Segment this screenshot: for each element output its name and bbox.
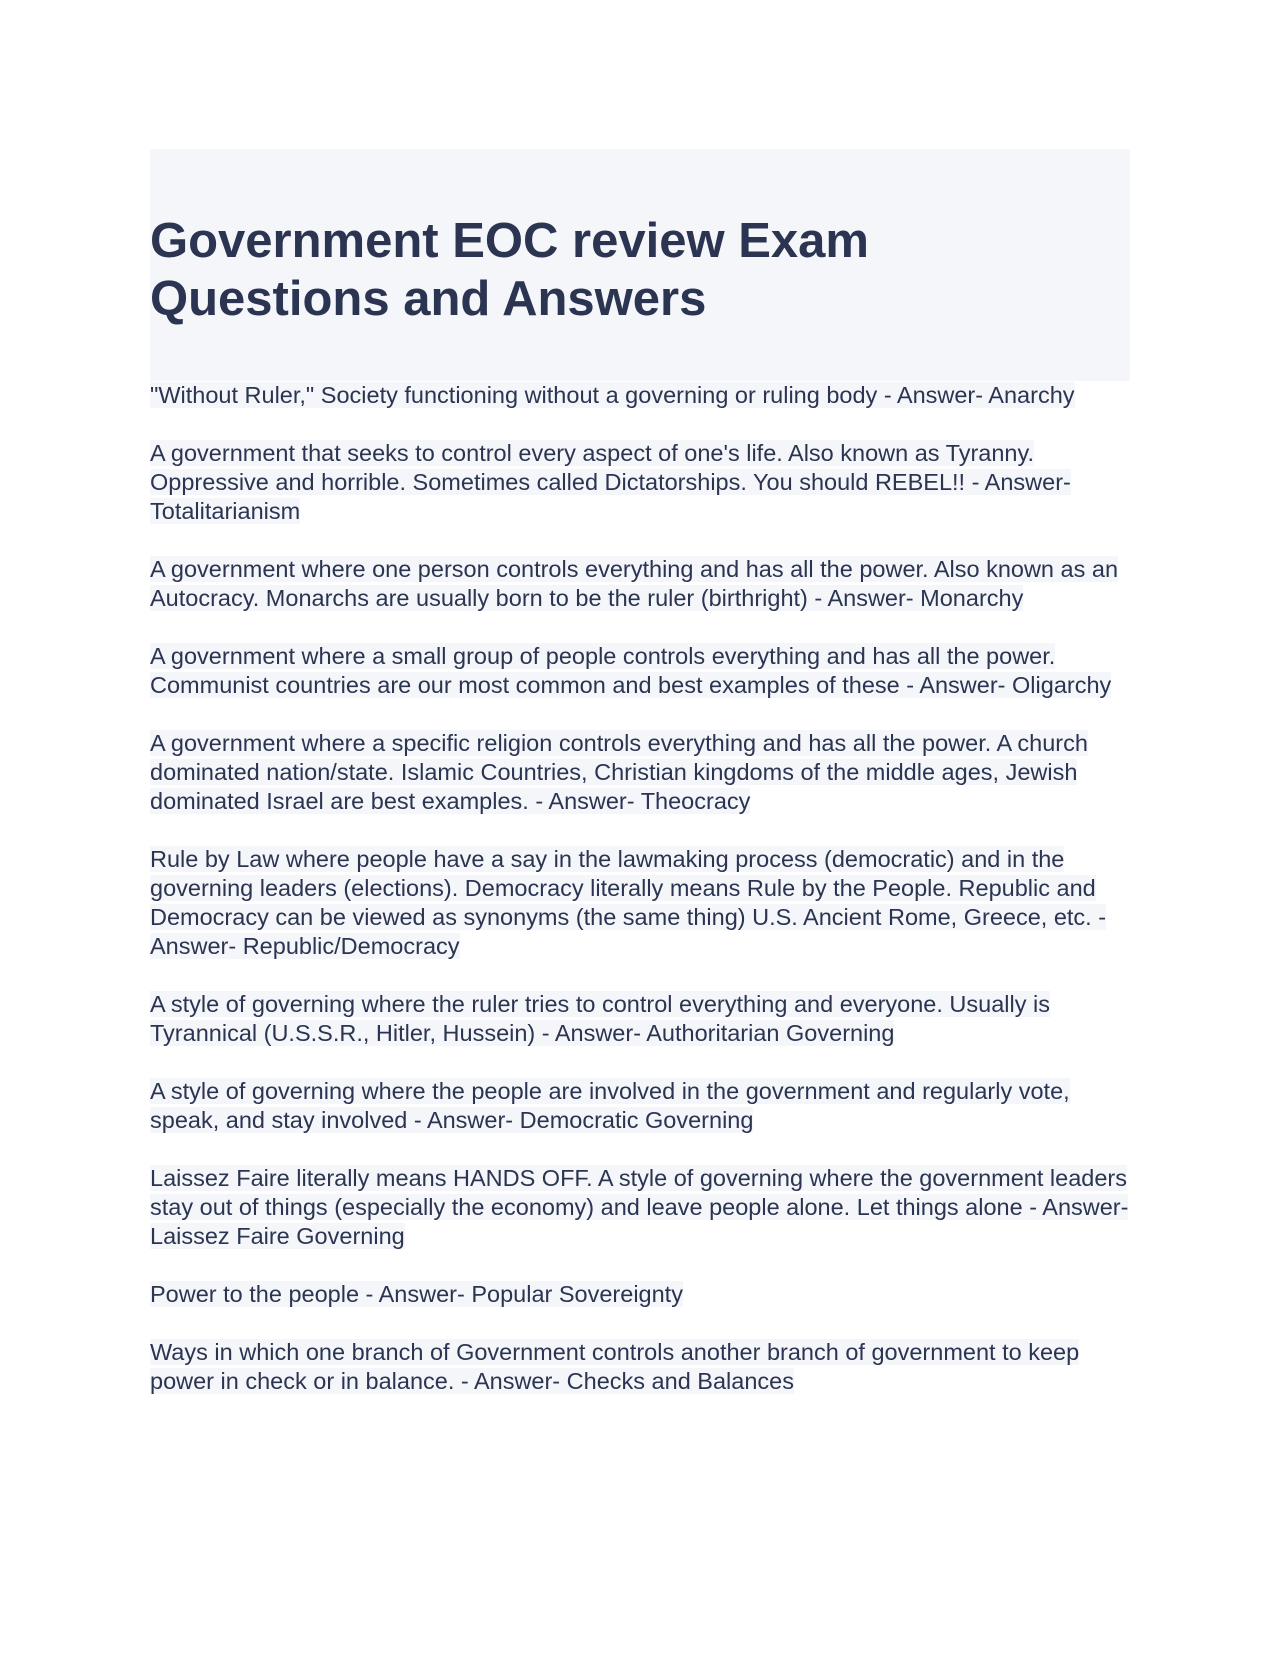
qa-text: "Without Ruler," Society functioning without a governing or ruling body - Answer- Anarchy	[150, 382, 1075, 408]
qa-item	[150, 642, 1130, 700]
document-title-line-2: Questions and Answers	[150, 272, 707, 326]
qa-text: Laissez Faire literally means HANDS OFF. A style of governing where the government leaders stay out of things (especially the economy) and leave people alone. Let things alone - Answer- Laissez Faire Governing	[150, 1165, 1129, 1249]
qa-text: Rule by Law where people have a say in the lawmaking process (democratic) and in the governing leaders (elections). Democracy literally means Rule by the People. Republic and Democracy can be viewed as synonyms (the same thing) U.S. Ancient Rome, Greece, etc. - Answer- Republic/Democracy	[150, 846, 1107, 959]
qa-text: A government where a specific religion controls everything and has all the power. A church dominated nation/state. Islamic Countries, Christian kingdoms of the middle ages, Jewish dominated Israel are best examples. - Answer- Theocracy	[150, 730, 1088, 814]
qa-item	[150, 845, 1130, 961]
qa-item	[150, 1280, 1130, 1309]
qa-item	[150, 729, 1130, 816]
qa-item	[150, 990, 1130, 1048]
qa-item	[150, 555, 1130, 613]
document-title-line-1: Government EOC review Exam	[150, 214, 869, 268]
qa-item	[150, 1338, 1130, 1396]
document-title	[150, 212, 1130, 328]
qa-text: A government where one person controls everything and has all the power. Also known as an Autocracy. Monarchs are usually born to be the ruler (birthright) - Answer- Monarchy	[150, 556, 1119, 611]
qa-text: Ways in which one branch of Government controls another branch of government to keep power in check or in balance. - Answer- Checks and Balances	[150, 1339, 1080, 1394]
qa-list	[150, 381, 1130, 1396]
qa-item	[150, 1077, 1130, 1135]
title-block	[150, 149, 1130, 381]
qa-text: A style of governing where the people are involved in the government and regularly vote, speak, and stay involved - Answer- Democratic Governing	[150, 1078, 1070, 1133]
qa-text: A style of governing where the ruler tries to control everything and everyone. Usually is Tyrannical (U.S.S.R., Hitler, Hussein) - Answer- Authoritarian Governing	[150, 991, 1050, 1046]
qa-text: Power to the people - Answer- Popular Sovereignty	[150, 1281, 683, 1307]
qa-item	[150, 439, 1130, 526]
qa-text: A government that seeks to control every aspect of one's life. Also known as Tyranny. Oppressive and horrible. Sometimes called Dictatorships. You should REBEL!! - Answer- Totalitarianism	[150, 440, 1071, 524]
document-page	[150, 149, 1130, 1425]
qa-item	[150, 1164, 1130, 1251]
qa-item	[150, 381, 1130, 410]
qa-text: A government where a small group of people controls everything and has all the power. Communist countries are our most common and best examples of these - Answer- Oligarchy	[150, 643, 1112, 698]
